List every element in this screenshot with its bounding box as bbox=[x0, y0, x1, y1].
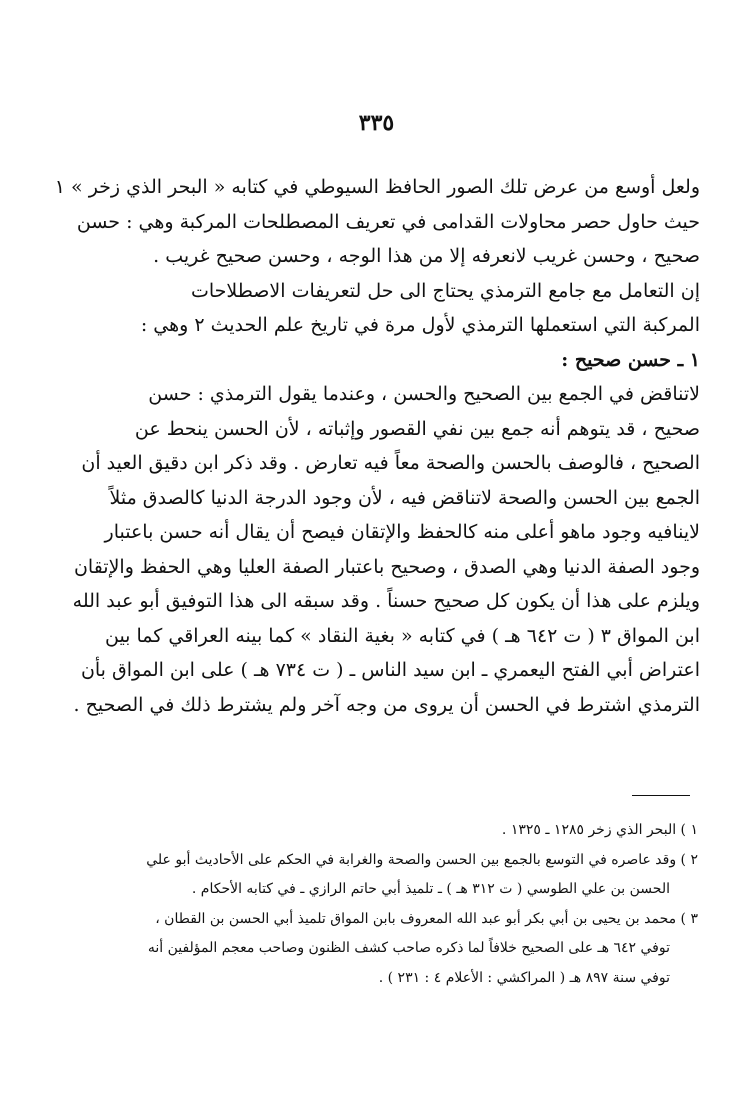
text-line: الجمع بين الحسن والصحة لاتناقض فيه ، لأن وجود الدرجة الدنيا كالصدق مثلاً bbox=[109, 486, 700, 509]
footnote-divider bbox=[632, 795, 690, 796]
footnote-line: ٢ ) وقد عاصره في التوسع بالجمع بين الحسن والصحة والغرابة في الحكم على الأحاديث أبو علي bbox=[146, 851, 698, 868]
text-line: ابن المواق ٣ ( ت ٦٤٢ هـ ) في كتابه « بغية النقاد » كما بينه العراقي كما بين bbox=[104, 624, 700, 647]
text-line: إن التعامل مع جامع الترمذي يحتاج الى حل لتعريفات الاصطلاحات bbox=[190, 279, 700, 302]
text-line: وجود الصفة الدنيا وهي الصدق ، وصحيح باعتبار الصفة العليا وهي الحفظ والإتقان bbox=[73, 555, 700, 578]
section-heading: ١ ـ حسن صحيح : bbox=[561, 348, 700, 371]
footnote-line: ١ ) البحر الذي زخر ١٢٨٥ ـ ١٣٢٥ . bbox=[501, 822, 698, 838]
footnotes bbox=[60, 816, 698, 993]
text-line: لاتناقض في الجمع بين الصحيح والحسن ، وعندما يقول الترمذي : حسن bbox=[148, 383, 700, 405]
text-line: الترمذي اشترط في الحسن أن يروى من وجه آخر ولم يشترط ذلك في الصحيح . bbox=[73, 693, 700, 716]
text-line: ويلزم على هذا أن يكون كل صحيح حسناً . وقد سبقه الى هذا التوفيق أبو عبد الله bbox=[72, 590, 700, 612]
footnote-line: توفي ٦٤٢ هـ على الصحيح خلافاً لما ذكره صاحب كشف الظنون وصاحب معجم المؤلفين أنه bbox=[147, 940, 670, 956]
text-line: صحيح ، وحسن غريب لانعرفه إلا من هذا الوجه ، وحسن صحيح غريب . bbox=[153, 245, 700, 267]
footnote-line: ٣ ) محمد بن يحيى بن أبي بكر أبو عبد الله المعروف بابن المواق تلميذ أبي الحسن بن القطان ، bbox=[155, 910, 698, 927]
footnote-line: توفي سنة ٨٩٧ هـ ( المراكشي : الأعلام ٤ : ٢٣١ ) . bbox=[378, 969, 670, 986]
text-line: لاينافيه وجود ماهو أعلى منه كالحفظ والإتقان فيصح أن يقال أنه حسن باعتبار bbox=[104, 521, 700, 543]
main-text bbox=[54, 170, 700, 722]
text-line: المركبة التي استعملها الترمذي لأول مرة في تاريخ علم الحديث ٢ وهي : bbox=[140, 314, 700, 336]
footnote-line: الحسن بن علي الطوسي ( ت ٣١٢ هـ ) ـ تلميذ أبي حاتم الرازي ـ في كتابه الأحكام . bbox=[191, 881, 670, 897]
text-line: اعتراض أبي الفتح اليعمري ـ ابن سيد الناس ـ ( ت ٧٣٤ هـ ) على ابن المواق بأن bbox=[80, 659, 700, 681]
text-line: حيث حاول حصر محاولات القدامى في تعريف المصطلحات المركبة وهي : حسن bbox=[76, 210, 700, 233]
text-line: الصحيح ، فالوصف بالحسن والصحة معاً فيه تعارض . وقد ذكر ابن دقيق العيد أن bbox=[81, 452, 700, 474]
page-number: ٣٣٥ bbox=[358, 110, 395, 136]
text-line: صحيح ، قد يتوهم أنه جمع بين نفي القصور وإثباته ، لأن الحسن ينحط عن bbox=[134, 417, 700, 440]
text-line: ولعل أوسع من عرض تلك الصور الحافظ السيوطي في كتابه « البحر الذي زخر » ١ bbox=[54, 176, 700, 198]
